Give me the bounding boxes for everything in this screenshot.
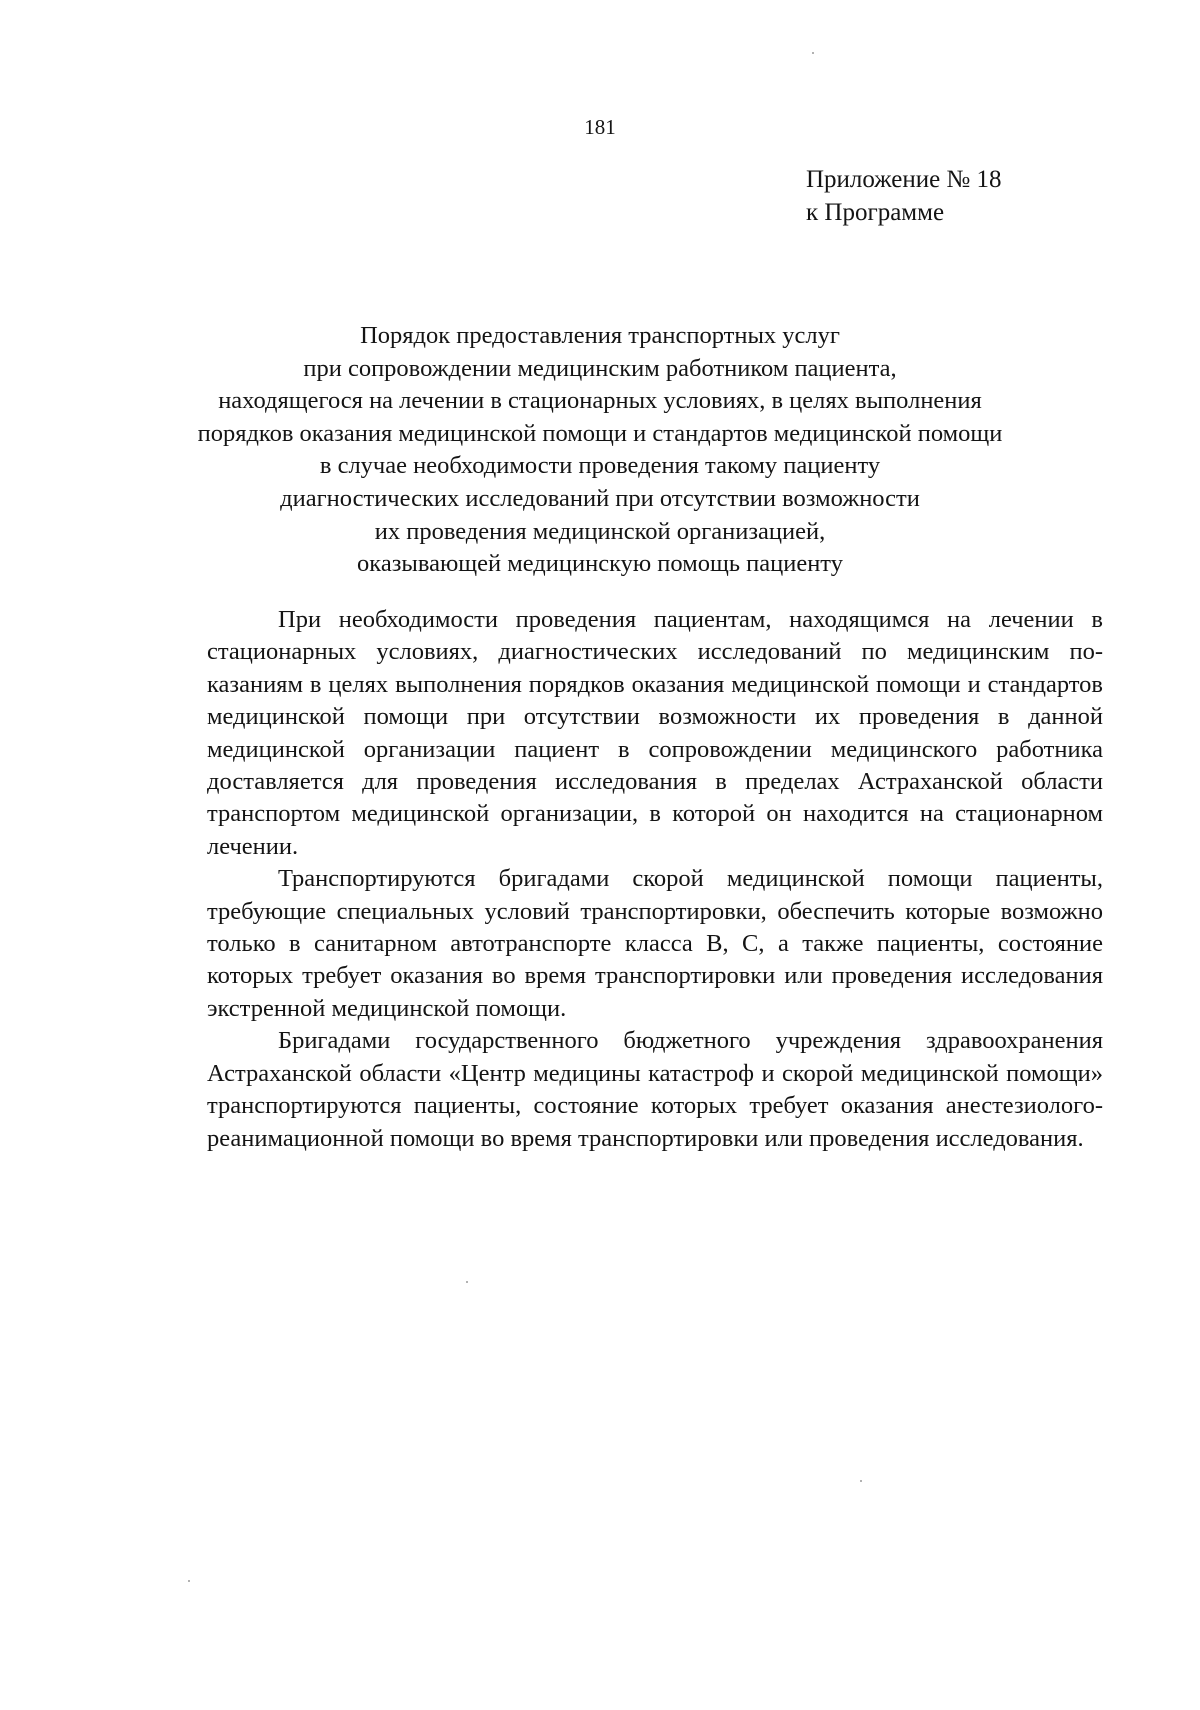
body-paragraph: Транспортируются бригадами скорой медицинской помощи пациенты, требующие специальных условий транспортировки, обеспечить которые возможно только в санитарном автотранспорте класса B, C, а также пациенты, состояние которых требует оказания во время транспортировки или проведения исследования экстренной медицинской помощи.: [207, 865, 1103, 1022]
appendix-number: Приложение № 18: [806, 166, 1002, 193]
appendix-program: к Программе: [806, 199, 945, 226]
scan-speck: [860, 1480, 862, 1482]
scan-speck: [812, 52, 814, 54]
title-line: при сопровождении медицинским работником пациента,: [303, 354, 897, 382]
title-line: Порядок предоставления транспортных услуг: [360, 322, 840, 349]
page-number: 181: [584, 115, 616, 139]
scan-speck: [466, 1281, 468, 1283]
title-line: порядков оказания медицинской помощи и стандартов медицинской помощи: [197, 419, 1003, 447]
title-line: в случае необходимости проведения такому пациенту: [319, 452, 881, 480]
title-line: диагностических исследований при отсутствии возможности: [280, 484, 920, 512]
body-paragraph: Бригадами государственного бюджетного учреждения здравоохранения Астраханской области «Центр медицины катастроф и скорой медицинской помощи» транспортируются пациенты, состояние которых требует оказания анестезиолого-реанимационной помощи во время транспортировки или проведения исследования.: [207, 1027, 1103, 1152]
document-body: [207, 604, 1103, 1155]
appendix-reference: [806, 163, 1002, 229]
title-line: находящегося на лечении в стационарных условиях, в целях выполнения: [218, 387, 982, 415]
scan-speck: [188, 1580, 190, 1582]
title-line: их проведения медицинской организацией,: [374, 517, 826, 545]
body-paragraph: При необходимости проведения пациентам, находящимся на лечении в стационарных условиях, диагностических исследований по медицинским показаниям в целях выполнения порядков оказания медицинской помощи и стандартов медицинской помощи при отсутствии возможности их проведения в данной медицинской организации пациент в сопровождении медицинского работника доставляется для проведения исследования в пределах Астраханской области транспортом медицинской организации, в которой он находится на стационарном лечении.: [207, 606, 1103, 860]
title-line: оказывающей медицинскую помощь пациенту: [357, 550, 843, 578]
document-title: [150, 320, 1050, 581]
